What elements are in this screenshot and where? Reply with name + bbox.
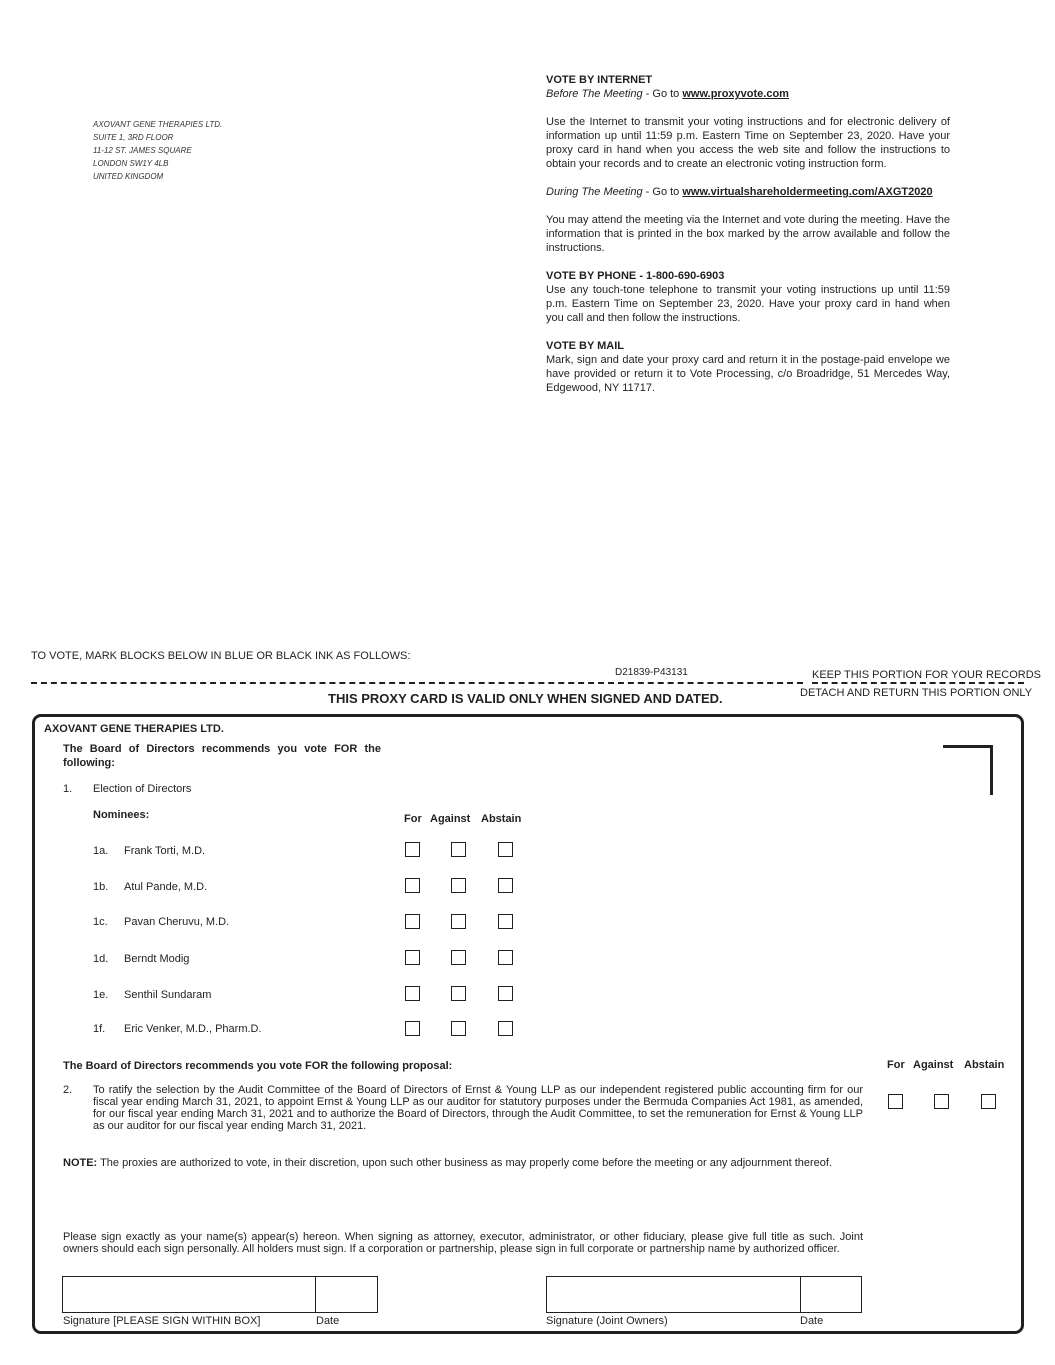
board-recommendation: The Board of Directors recommends you vote FOR the following: <box>63 743 381 769</box>
detach-label: DETACH AND RETURN THIS PORTION ONLY <box>800 687 1033 699</box>
phone-text: Use any touch-tone telephone to transmit your voting instructions up until 11:59 p.m. Eastern Time on September 23, 2020. Have your proxy card in hand when you call and then follow the instructions. <box>546 284 950 324</box>
control-code: D21839-P43131 <box>615 667 688 678</box>
address-line: 11-12 ST. JAMES SQUARE <box>93 146 192 155</box>
col-abstain: Abstain <box>481 813 522 825</box>
sign-instruction: Please sign exactly as your name(s) appear(s) hereon. When signing as attorney, executor, administrator, or other fiduciary, please give full title as such. Joint owners should each sign personally. All holders must sign. If a corporation or partnership, please sign in full corporate or partnership name by authorized officer. <box>63 1231 863 1255</box>
date-label: Date <box>800 1315 824 1327</box>
checkbox-against[interactable] <box>451 842 466 857</box>
col-for: For <box>887 1059 905 1071</box>
board-recommendation-proposal: The Board of Directors recommends you vote FOR the following proposal: <box>63 1060 453 1072</box>
checkbox-abstain[interactable] <box>498 986 513 1001</box>
address-line: UNITED KINGDOM <box>93 172 164 181</box>
keep-label: KEEP THIS PORTION FOR YOUR RECORDS <box>812 669 1042 681</box>
note <box>63 1156 873 1170</box>
checkbox-against[interactable] <box>451 878 466 893</box>
item1-number: 1. <box>63 783 73 795</box>
checkbox-against[interactable] <box>451 950 466 965</box>
during-text: You may attend the meeting via the Internet and vote during the meeting. Have the information that is printed in the box marked by the arrow available and follow the instructions. <box>546 214 950 254</box>
checkbox-abstain[interactable] <box>498 950 513 965</box>
checkbox-for[interactable] <box>405 878 420 893</box>
mail-text: Mark, sign and date your proxy card and return it in the postage-paid envelope we have provided or return it to Vote Processing, c/o Broadridge, 51 Mercedes Way, Edgewood, NY 11717. <box>546 354 950 394</box>
checkbox-against[interactable] <box>451 1021 466 1036</box>
date-label: Date <box>316 1315 340 1327</box>
goto-text: - Go to <box>642 88 683 100</box>
before-meeting-label: Before The Meeting <box>546 88 643 100</box>
checkbox-for[interactable] <box>405 1021 420 1036</box>
note-text: The proxies are authorized to vote, in their discretion, upon such other business as may properly come before the meeting or any adjournment thereof. <box>97 1157 832 1169</box>
virtual-meeting-link[interactable]: www.virtualshareholdermeeting.com/AXGT2020 <box>682 186 933 198</box>
checkbox-abstain[interactable] <box>981 1094 996 1109</box>
nominee-name: Frank Torti, M.D. <box>124 845 206 857</box>
during-meeting-label: During The Meeting <box>546 186 643 198</box>
checkbox-abstain[interactable] <box>498 914 513 929</box>
arrow-box-corner <box>943 745 993 795</box>
col-against: Against <box>430 813 471 825</box>
col-against: Against <box>913 1059 954 1071</box>
phone-heading: VOTE BY PHONE - 1-800-690-6903 <box>546 270 725 282</box>
address-line: AXOVANT GENE THERAPIES LTD. <box>93 120 223 129</box>
nominee-number: 1e. <box>93 989 109 1001</box>
during-meeting-line <box>546 185 950 199</box>
item1-label: Election of Directors <box>93 783 192 795</box>
col-for: For <box>404 813 422 825</box>
company-name: AXOVANT GENE THERAPIES LTD. <box>44 723 224 735</box>
valid-notice: THIS PROXY CARD IS VALID ONLY WHEN SIGNED AND DATED. <box>328 691 723 706</box>
before-meeting-line <box>546 87 950 101</box>
checkbox-abstain[interactable] <box>498 842 513 857</box>
address-line: SUITE 1, 3RD FLOOR <box>93 133 174 142</box>
checkbox-for[interactable] <box>405 914 420 929</box>
checkbox-for[interactable] <box>888 1094 903 1109</box>
signature-divider <box>315 1277 316 1312</box>
checkbox-for[interactable] <box>405 950 420 965</box>
nominee-name: Pavan Cheruvu, M.D. <box>124 916 230 928</box>
checkbox-against[interactable] <box>934 1094 949 1109</box>
internet-text: Use the Internet to transmit your voting instructions and for electronic delivery of information up until 11:59 p.m. Eastern Time on September 23, 2020. Have your proxy card in hand when you access the web site and follow the instructions to obtain your records and to create an electronic voting instruction form. <box>546 116 950 170</box>
nominees-label: Nominees: <box>93 809 150 821</box>
signature-divider <box>800 1277 801 1312</box>
joint-signature-label: Signature (Joint Owners) <box>546 1315 668 1327</box>
nominee-number: 1c. <box>93 916 108 928</box>
mailing-address <box>93 118 222 183</box>
joint-signature-box[interactable] <box>546 1276 862 1313</box>
nominee-number: 1b. <box>93 881 109 893</box>
checkbox-against[interactable] <box>451 986 466 1001</box>
checkbox-abstain[interactable] <box>498 1021 513 1036</box>
nominee-number: 1d. <box>93 953 109 965</box>
nominee-name: Eric Venker, M.D., Pharm.D. <box>124 1023 262 1035</box>
proxyvote-link[interactable]: www.proxyvote.com <box>682 88 789 100</box>
goto-text: - Go to <box>642 186 683 198</box>
nominee-name: Atul Pande, M.D. <box>124 881 208 893</box>
internet-heading: VOTE BY INTERNET <box>546 74 653 86</box>
item2-text: To ratify the selection by the Audit Committee of the Board of Directors of Ernst & Young LLP as our independent registered public accounting firm for our fiscal year ending March 31, 2021, to appoint Ernst & Young LLP as our auditor for statutory purposes under the Bermuda Companies Act 1981, as amended, for our fiscal year ending March 31, 2021 and to authorize the Board of Directors, through the Audit Committee, to set the remuneration for Ernst & Young LLP as our auditor for our fiscal year ending March 31, 2021. <box>93 1084 863 1132</box>
detach-line <box>31 682 803 684</box>
voting-instructions <box>546 73 950 395</box>
mail-heading: VOTE BY MAIL <box>546 340 625 352</box>
checkbox-against[interactable] <box>451 914 466 929</box>
checkbox-for[interactable] <box>405 842 420 857</box>
item2-number: 2. <box>63 1084 73 1096</box>
address-line: LONDON SW1Y 4LB <box>93 159 169 168</box>
mark-instruction: TO VOTE, MARK BLOCKS BELOW IN BLUE OR BLACK INK AS FOLLOWS: <box>31 650 411 662</box>
nominee-name: Berndt Modig <box>124 953 190 965</box>
nominee-number: 1f. <box>93 1023 106 1035</box>
note-label: NOTE: <box>63 1157 98 1169</box>
checkbox-abstain[interactable] <box>498 878 513 893</box>
detach-line-right <box>812 682 1024 684</box>
nominee-number: 1a. <box>93 845 109 857</box>
checkbox-for[interactable] <box>405 986 420 1001</box>
signature-label: Signature [PLEASE SIGN WITHIN BOX] <box>63 1315 261 1327</box>
signature-box[interactable] <box>62 1276 378 1313</box>
col-abstain: Abstain <box>964 1059 1005 1071</box>
nominee-name: Senthil Sundaram <box>124 989 212 1001</box>
